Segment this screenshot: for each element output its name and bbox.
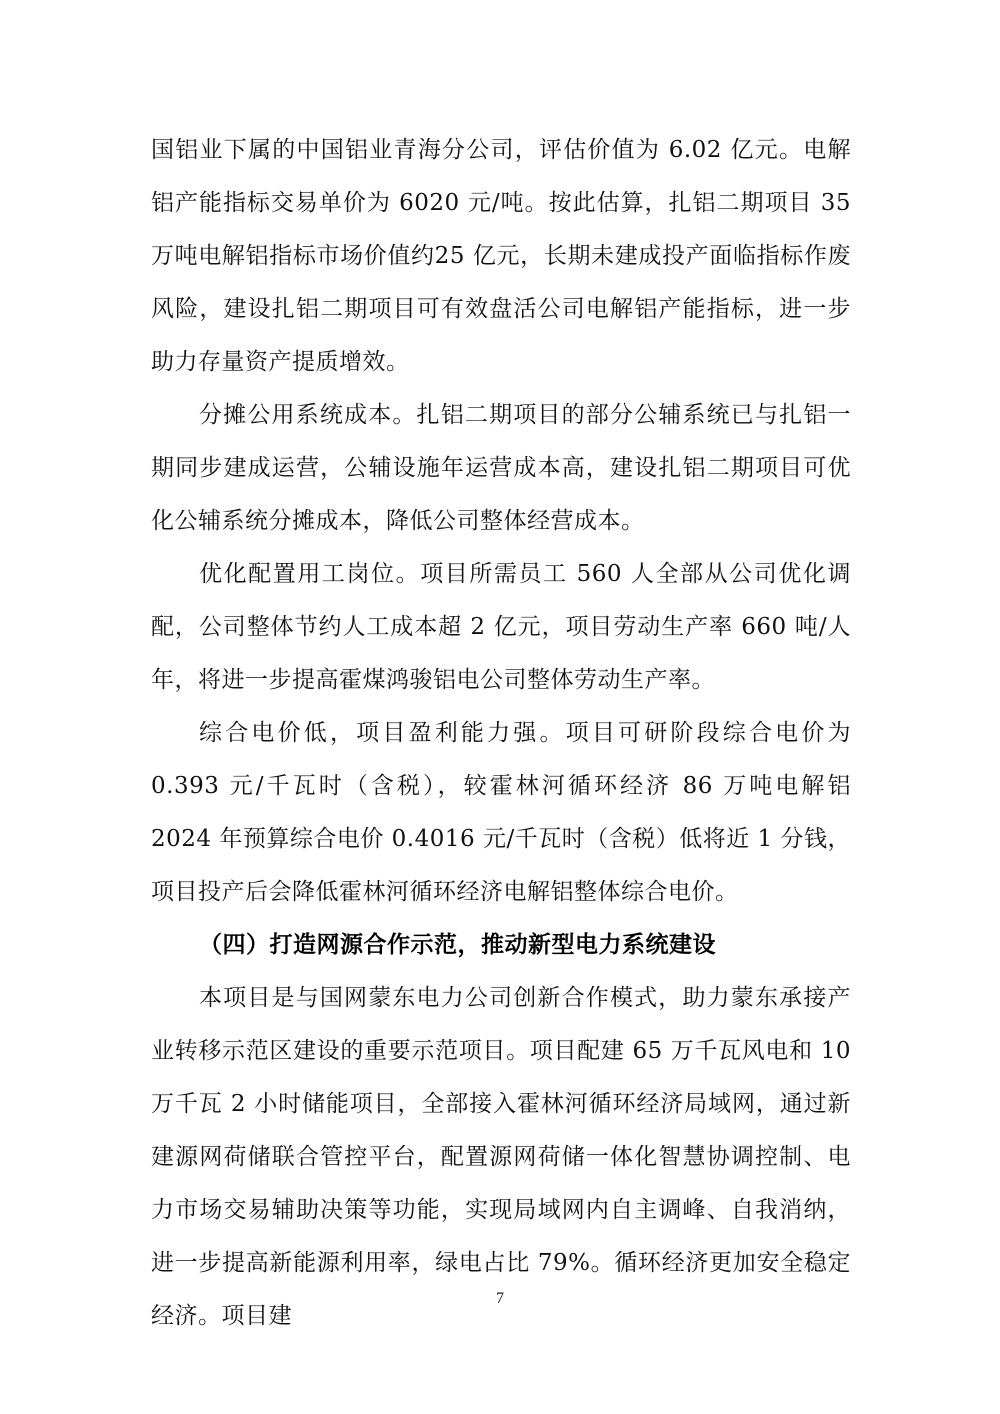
paragraph-grid-cooperation: 本项目是与国网蒙东电力公司创新合作模式，助力蒙东承接产业转移示范区建设的重要示范项目。项目配建 65 万千瓦风电和 10 万千瓦 2 小时储能项目，全部接入霍林河循环经济局域网，通过新建源网荷储联合管控平台，配置源网荷储一体化智慧协调控制、电力市场交易辅助决策等功能，实现局域网内自主调峰、自我消纳，进一步提高新能源利用率，绿电占比 79%。循环经济更加安全稳定经济。项目建 (151, 985, 851, 1329)
paragraph-shared-costs: 分摊公用系统成本。扎铝二期项目的部分公辅系统已与扎铝一期同步建成运营，公辅设施年运营成本高，建设扎铝二期项目可优化公辅系统分摊成本，降低公司整体经营成本。 (151, 402, 851, 534)
paragraph-electricity-price: 综合电价低，项目盈利能力强。项目可研阶段综合电价为 0.393 元/千瓦时（含税），较霍林河循环经济 86 万吨电解铝 2024 年预算综合电价 0.4016 元/千瓦时（含税）低将近 1 分钱，项目投产后会降低霍林河循环经济电解铝整体综合电价。 (151, 720, 851, 905)
body-text (151, 124, 851, 1343)
section-heading: （四）打造网源合作示范，推动新型电力系统建设 (199, 932, 716, 958)
paragraph-staffing: 优化配置用工岗位。项目所需员工 560 人全部从公司优化调配，公司整体节约人工成本超 2 亿元，项目劳动生产率 660 吨/人年，将进一步提高霍煤鸿骏铝电公司整体劳动生产率。 (151, 561, 851, 693)
page-number: 7 (496, 1290, 504, 1307)
paragraph-asset-value: 国铝业下属的中国铝业青海分公司，评估价值为 6.02 亿元。电解铝产能指标交易单价为 6020 元/吨。按此估算，扎铝二期项目 35 万吨电解铝指标市场价值约25 亿元，长期未建成投产面临指标作废风险，建设扎铝二期项目可有效盘活公司电解铝产能指标，进一步助力存量资产提质增效。 (151, 137, 851, 375)
